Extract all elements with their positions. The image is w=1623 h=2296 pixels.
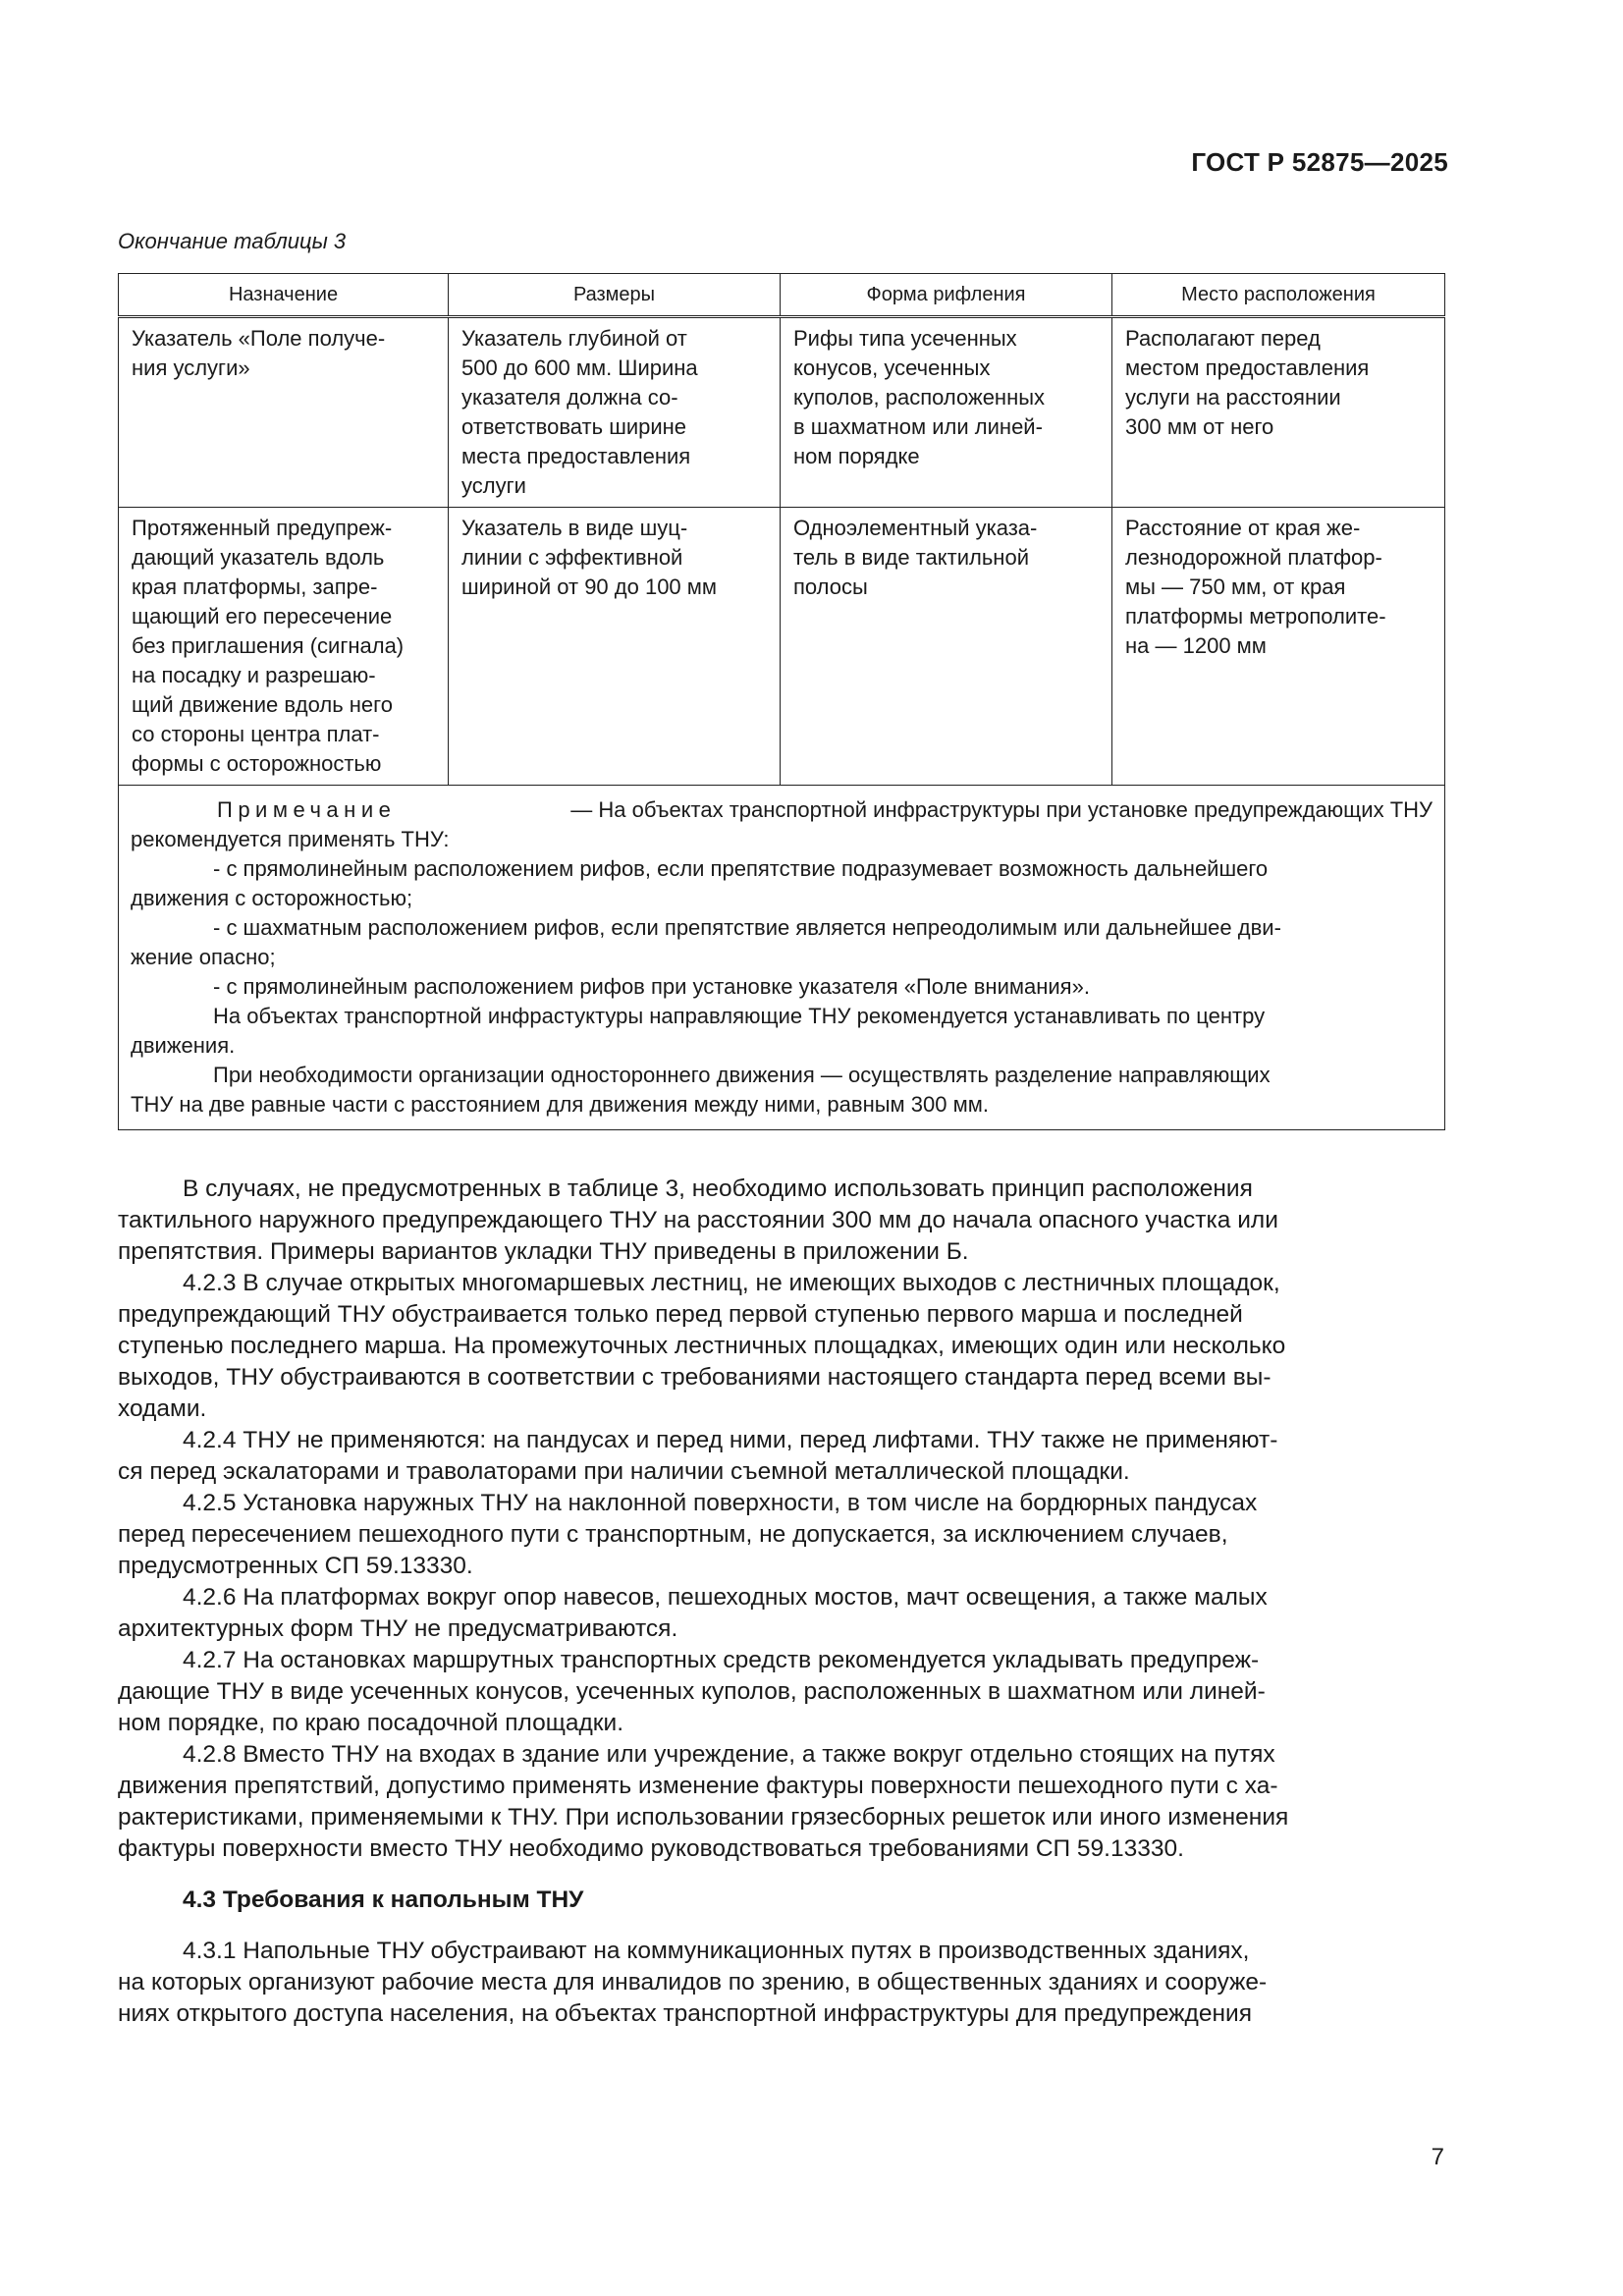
note-line: - с шахматным расположением рифов, если препятствие является непреодолимым или дальнейшее дви- [213, 915, 1281, 940]
paragraph-line: дающие ТНУ в виде усеченных конусов, усеченных куполов, расположенных в шахматном или линей- [118, 1678, 1266, 1705]
table-cell [781, 317, 1112, 508]
paragraph-line: фактуры поверхности вместо ТНУ необходимо руководствоваться требованиями СП 59.13330. [118, 1835, 1184, 1862]
cell-line: шириной от 90 до 100 мм [461, 574, 718, 599]
table-cell [781, 508, 1112, 786]
cell-line: 500 до 600 мм. Ширина [461, 355, 698, 380]
column-header: Назначение [119, 274, 449, 317]
document-code: ГОСТ Р 52875—2025 [1191, 147, 1448, 177]
cell-line: местом предоставления [1125, 355, 1370, 380]
cell-line: указателя должна со- [461, 385, 678, 410]
cell-line: ответствовать ширине [461, 414, 687, 439]
table-row [119, 317, 1445, 508]
table-cell [449, 508, 781, 786]
cell-line: тель в виде тактильной [793, 545, 1029, 570]
column-header: Место расположения [1112, 274, 1445, 317]
note-line: При необходимости организации одностороннего движения — осуществлять разделение направляющих [213, 1063, 1271, 1087]
cell-line: услуги на расстоянии [1125, 385, 1341, 410]
cell-line: края платформы, запре- [132, 574, 378, 599]
cell-line: ном порядке [793, 444, 920, 468]
cell-line: Расстояние от края же- [1125, 516, 1361, 540]
cell-line: линии с эффективной [461, 545, 683, 570]
paragraph-line: 4.2.6 На платформах вокруг опор навесов, пешеходных мостов, мачт освещения, а также малых [183, 1584, 1268, 1611]
paragraph-line: 4.2.4 ТНУ не применяются: на пандусах и перед ними, перед лифтами. ТНУ также не применяют- [183, 1427, 1278, 1453]
cell-line: Располагают перед [1125, 326, 1321, 351]
paragraph-line: 4.2.3 В случае открытых многомаршевых лестниц, не имеющих выходов с лестничных площадок, [183, 1270, 1280, 1296]
cell-line: ния услуги» [132, 355, 250, 380]
paragraph-line: 4.2.8 Вместо ТНУ на входах в здание или учреждение, а также вокруг отдельно стоящих на путях [183, 1741, 1275, 1768]
cell-line: Указатель в виде шуц- [461, 516, 688, 540]
cell-line: дающий указатель вдоль [132, 545, 385, 570]
paragraph-line: 4.3.1 Напольные ТНУ обустраивают на коммуникационных путях в производственных зданиях, [183, 1938, 1250, 1964]
body-text [118, 1174, 1444, 2030]
requirements-table [118, 273, 1445, 1130]
table-cell [119, 508, 449, 786]
note-line: движения. [131, 1033, 236, 1058]
paragraph-line: препятствия. Примеры вариантов укладки ТНУ приведены в приложении Б. [118, 1238, 969, 1265]
note-line: - с прямолинейным расположением рифов, если препятствие подразумевает возможность дальнейшего [213, 856, 1269, 881]
note-line: На объектах транспортной инфрастуктуры направляющие ТНУ рекомендуется устанавливать по центру [213, 1004, 1266, 1028]
cell-line: Рифы типа усеченных [793, 326, 1017, 351]
cell-line: на посадку и разрешаю- [132, 663, 376, 687]
table-row [119, 508, 1445, 786]
cell-line: щий движение вдоль него [132, 692, 393, 717]
paragraph-line: 4.2.5 Установка наружных ТНУ на наклонной поверхности, в том числе на бордюрных пандусах [183, 1490, 1258, 1516]
table-cell [119, 317, 449, 508]
note-line: ТНУ на две равные части с расстоянием для движения между ними, равным 300 мм. [131, 1092, 989, 1117]
paragraph-line: ступенью последнего марша. На промежуточных лестничных площадках, имеющих один или несколько [118, 1333, 1286, 1359]
cell-line: в шахматном или линей- [793, 414, 1043, 439]
note-line: рекомендуется применять ТНУ: [131, 827, 450, 851]
cell-line: без приглашения (сигнала) [132, 633, 405, 658]
table-cell [1112, 317, 1445, 508]
cell-line: полосы [793, 574, 868, 599]
cell-line: 300 мм от него [1125, 414, 1274, 439]
paragraph-line: ном порядке, по краю посадочной площадки. [118, 1710, 624, 1736]
cell-line: щающий его пересечение [132, 604, 393, 629]
column-header: Форма рифления [781, 274, 1112, 317]
note-line: - с прямолинейным расположением рифов при установке указателя «Поле внимания». [213, 974, 1090, 999]
paragraph-line: ниях открытого доступа населения, на объектах транспортной инфраструктуры для предупреждения [118, 2000, 1252, 2027]
paragraph-line: предупреждающий ТНУ обустраивается только перед первой ступенью первого марша и последней [118, 1301, 1243, 1328]
note-label: Примечание [217, 797, 397, 822]
paragraph-line: ходами. [118, 1395, 207, 1422]
cell-line: конусов, усеченных [793, 355, 991, 380]
cell-line: куполов, расположенных [793, 385, 1046, 410]
cell-line: места предоставления [461, 444, 691, 468]
table-cell [1112, 508, 1445, 786]
paragraph-line: на которых организуют рабочие места для инвалидов по зрению, в общественных зданиях и сооруже- [118, 1969, 1268, 1995]
cell-line: Указатель «Поле получе- [132, 326, 386, 351]
table-note-row [119, 786, 1445, 1130]
cell-line: Протяженный предупреж- [132, 516, 393, 540]
cell-line: лезнодорожной платфор- [1125, 545, 1382, 570]
cell-line: мы — 750 мм, от края [1125, 574, 1346, 599]
note-line: жение опасно; [131, 945, 276, 969]
paragraph-line: предусмотренных СП 59.13330. [118, 1553, 473, 1579]
paragraph-line: рактеристиками, применяемыми к ТНУ. При использовании грязесборных решеток или иного изменения [118, 1804, 1289, 1831]
paragraph-line: перед пересечением пешеходного пути с транспортным, не допускается, за исключением случаев, [118, 1521, 1228, 1548]
paragraph-line: тактильного наружного предупреждающего ТНУ на расстоянии 300 мм до начала опасного участка или [118, 1207, 1278, 1233]
page-number: 7 [1431, 2144, 1444, 2170]
cell-line: услуги [461, 473, 526, 498]
table-cell [449, 317, 781, 508]
table-caption: Окончание таблицы 3 [118, 229, 347, 253]
table-header-row [119, 274, 1445, 317]
paragraph-line: 4.2.7 На остановках маршрутных транспортных средств рекомендуется укладывать предупреж- [183, 1647, 1260, 1673]
paragraph-line: архитектурных форм ТНУ не предусматриваются. [118, 1615, 678, 1642]
table-note [119, 786, 1445, 1130]
note-line [131, 795, 1433, 825]
paragraph-line: В случаях, не предусмотренных в таблице 3, необходимо использовать принцип расположения [183, 1175, 1253, 1202]
cell-line: формы с осторожностью [132, 751, 382, 776]
paragraph-line: движения препятствий, допустимо применять изменение фактуры поверхности пешеходного пути с ха- [118, 1773, 1278, 1799]
cell-line: на — 1200 мм [1125, 633, 1267, 658]
note-line: движения с осторожностью; [131, 886, 413, 910]
cell-line: Одноэлементный указа- [793, 516, 1038, 540]
column-header: Размеры [449, 274, 781, 317]
cell-line: платформы метрополите- [1125, 604, 1386, 629]
cell-line: со стороны центра плат- [132, 722, 380, 746]
note-text: — На объектах транспортной инфраструктуры при установке предупреждающих ТНУ [570, 797, 1433, 822]
section-heading: 4.3 Требования к напольным ТНУ [183, 1886, 584, 1913]
cell-line: Указатель глубиной от [461, 326, 687, 351]
paragraph-line: ся перед эскалаторами и траволаторами при наличии съемной металлической площадки. [118, 1458, 1130, 1485]
paragraph-line: выходов, ТНУ обустраиваются в соответствии с требованиями настоящего стандарта перед всеми вы- [118, 1364, 1271, 1391]
